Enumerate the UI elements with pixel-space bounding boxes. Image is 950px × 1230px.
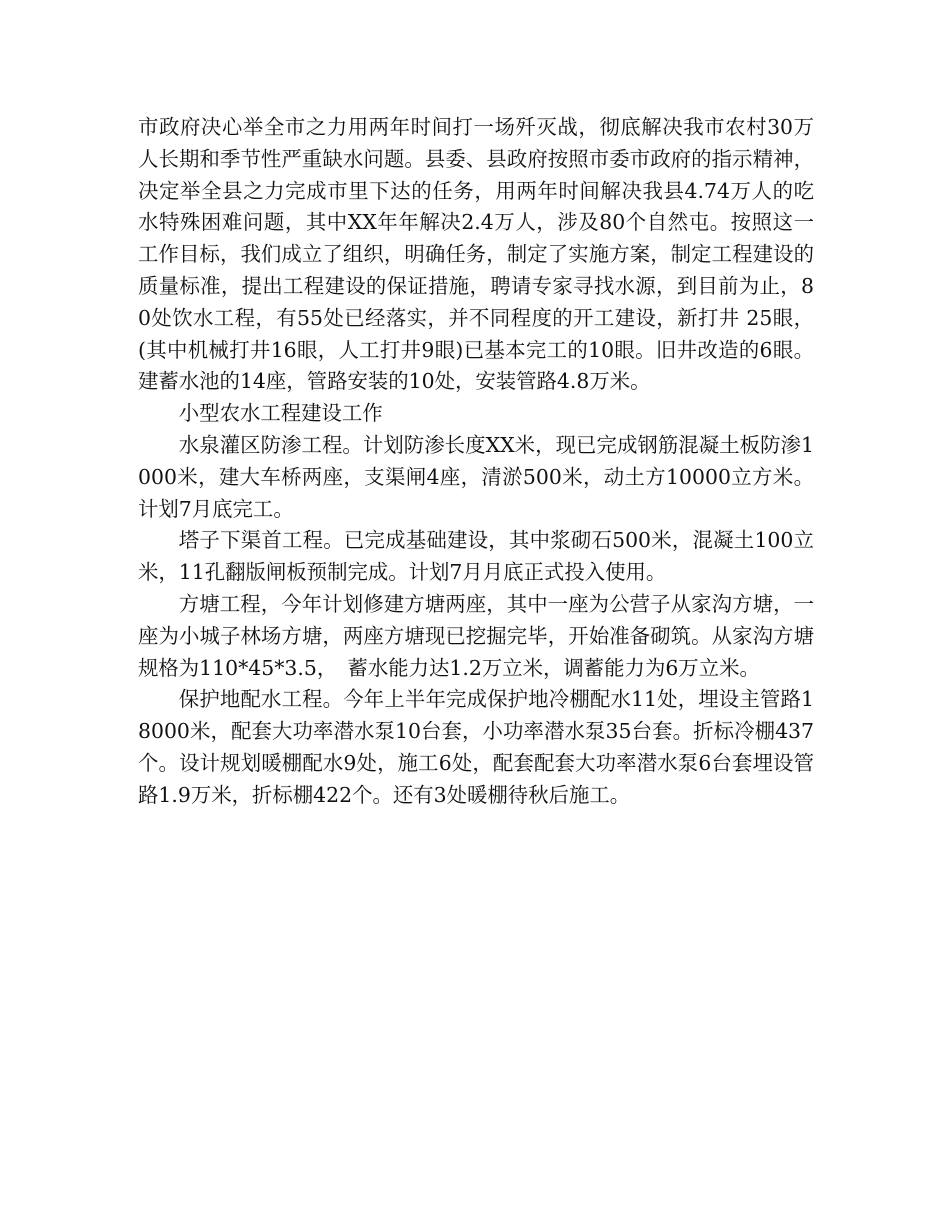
paragraph-square-pond-project: 方塘工程，今年计划修建方塘两座，其中一座为公营子从家沟方塘，一座为小城子林场方塘，两座方塘现已挖掘完毕，开始准备砌筑。从家沟方塘规格为110*45*3.5， 蓄水能力达1.2万立米，调蓄能力为6万立米。 (138, 591, 814, 680)
paragraph-drinking-water-project: 市政府决心举全市之力用两年时间打一场歼灭战，彻底解决我市农村30万人长期和季节性严重缺水问题。县委、县政府按照市委市政府的指示精神，决定举全县之力完成市里下达的任务，用两年时间解决我县4.74万人的吃水特殊困难问题，其中XX年年解决2.4万人，涉及80个自然屯。按照这一工作目标，我们成立了组织，明确任务，制定了实施方案，制定工程建设的质量标准，提出工程建设的保证措施，聘请专家寻找水源，到目前为止，80处饮水工程，有55处已经落实，并不同程度的开工建设，新打井 25眼，(其中机械打井16眼，人工打井9眼)已基本完工的10眼。旧井改造的6眼。建蓄水池的14座，管路安装的10处，安装管路4.8万米。 (138, 115, 814, 394)
paragraph-greenhouse-water-project: 保护地配水工程。今年上半年完成保护地冷棚配水11处，埋设主管路18000米，配套大功率潜水泵10台套，小功率潜水泵35台套。折标冷棚437个。设计规划暖棚配水9处，施工6处，配套配套大功率潜水泵6台套埋设管路1.9万米，折标棚422个。还有3处暖棚待秋后施工。 (138, 687, 814, 807)
section-heading-small-irrigation: 小型农水工程建设工作 (178, 401, 383, 426)
paragraph-tazixia-headworks: 塔子下渠首工程。已完成基础建设，其中浆砌石500米，混凝土100立米，11孔翻版闸板预制完成。计划7月月底正式投入使用。 (138, 528, 814, 585)
paragraph-shuiquan-seepage-project: 水泉灌区防渗工程。计划防渗长度XX米，现已完成钢筋混凝土板防渗1000米，建大车桥两座，支渠闸4座，清淤500米，动土方10000立方米。计划7月底完工。 (138, 432, 814, 521)
document-body (138, 112, 814, 812)
